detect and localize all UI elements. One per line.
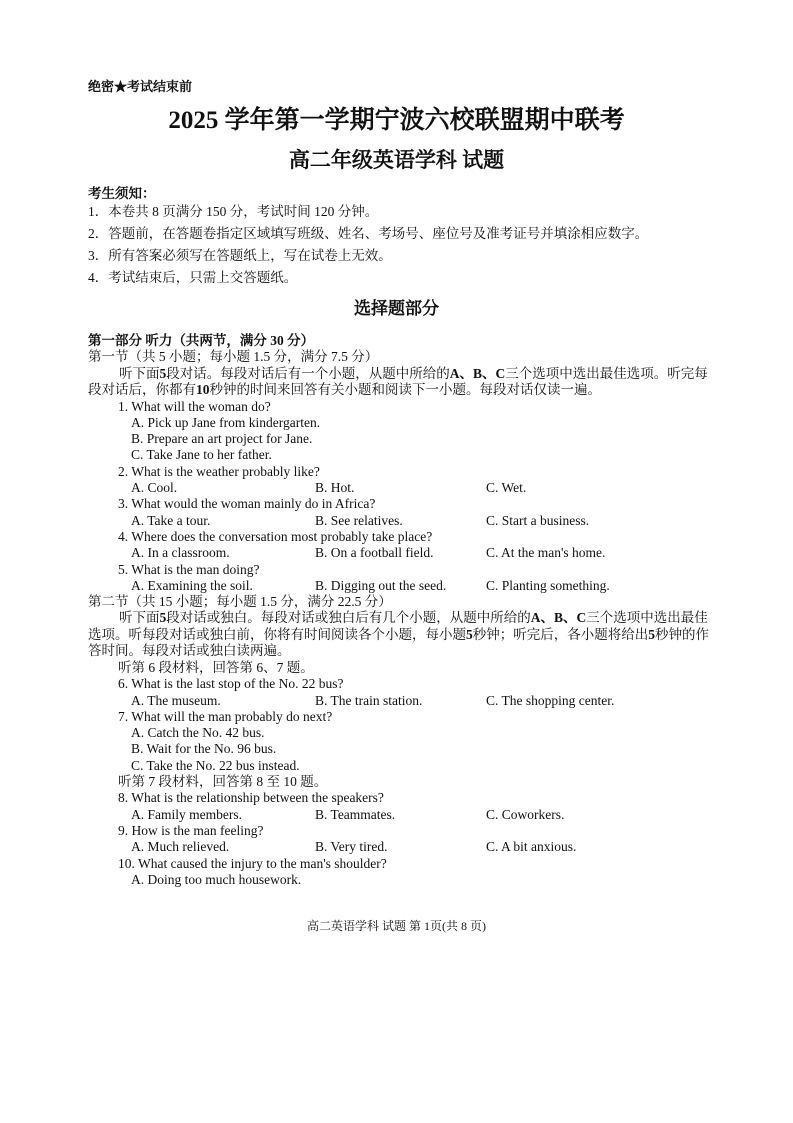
question-text: 8. What is the relationship between the speakers? bbox=[118, 790, 384, 806]
option: C. At the man's home. bbox=[486, 545, 606, 561]
page-footer: 高二英语学科 试题 第 1页(共 8 页) bbox=[307, 919, 486, 933]
question-text: 3. What would the woman mainly do in Africa? bbox=[118, 496, 376, 512]
question-text: 4. Where does the conversation most probably take place? bbox=[118, 528, 433, 544]
option: A. In a classroom. bbox=[131, 545, 230, 561]
question-text: 7. What will the man probably do next? bbox=[118, 708, 333, 724]
option: A. Cool. bbox=[131, 480, 178, 496]
option: C. A bit anxious. bbox=[486, 839, 577, 855]
material-note: 听第 6 段材料，回答第 6、7 题。 bbox=[118, 659, 314, 675]
sec1-instructions: 听下面5段对话。每段对话后有一个小题，从题中所给的A、B、C三个选项中选出最佳选项。听完每段对话后，你都有10秒钟的时间来回答有关小题和阅读下一小题。每段对话仅读一遍。 bbox=[88, 365, 708, 398]
option-row bbox=[88, 545, 718, 561]
exam-subtitle: 高二年级英语学科 试题 bbox=[288, 148, 505, 172]
notice-item: 3．所有答案必须写在答题纸上，写在试卷上无效。 bbox=[88, 248, 392, 263]
option: C. Take the No. 22 bus instead. bbox=[131, 757, 300, 773]
option: B. Teammates. bbox=[315, 806, 396, 822]
option: C. Take Jane to her father. bbox=[131, 447, 272, 463]
option: C. Start a business. bbox=[486, 512, 590, 528]
option: B. Prepare an art project for Jane. bbox=[131, 431, 313, 447]
option: B. On a football field. bbox=[315, 545, 434, 561]
option-row bbox=[88, 839, 718, 855]
material-note: 听第 7 段材料，回答第 8 至 10 题。 bbox=[118, 774, 328, 790]
option-row bbox=[88, 693, 718, 709]
notice-item: 1．本卷共 8 页满分 150 分，考试时间 120 分钟。 bbox=[88, 204, 379, 219]
option: A. Family members. bbox=[131, 806, 242, 822]
option: A. Pick up Jane from kindergarten. bbox=[131, 414, 321, 430]
question-text: 6. What is the last stop of the No. 22 bus? bbox=[118, 676, 344, 692]
notice-item: 2．答题前，在答题卷指定区域填写班级、姓名、考场号、座位号及准考证号并填涂相应数字。 bbox=[88, 226, 649, 241]
option: C. Coworkers. bbox=[486, 806, 565, 822]
option: A. Doing too much housework. bbox=[131, 871, 302, 887]
notice-item: 4．考试结束后，只需上交答题纸。 bbox=[88, 270, 298, 285]
sec2-instructions: 听下面5段对话或独白。每段对话或独白后有几个小题，从题中所给的A、B、C三个选项中选出最佳选项。听每段对话或独白前，你将有时间阅读各个小题，每小题5秒钟；听完后，各小题将给出5秒钟的作答时间。每段对话或独白读两遍。 bbox=[88, 610, 709, 659]
option: B. See relatives. bbox=[315, 512, 403, 528]
exam-title: 2025 学年第一学期宁波六校联盟期中联考 bbox=[168, 107, 625, 134]
option: C. The shopping center. bbox=[486, 692, 615, 708]
option: B. The train station. bbox=[315, 692, 423, 708]
option: B. Very tired. bbox=[315, 839, 388, 855]
option-row bbox=[88, 480, 718, 496]
option: A. Examining the soil. bbox=[131, 577, 253, 593]
listening-part bbox=[88, 333, 718, 888]
option-row bbox=[88, 578, 718, 594]
question-text: 10. What caused the injury to the man's shoulder? bbox=[118, 855, 387, 871]
option: C. Planting something. bbox=[486, 577, 610, 593]
option-row bbox=[88, 807, 718, 823]
part-heading: 第一部分 听力（共两节，满分 30 分） bbox=[88, 333, 315, 348]
option: A. Catch the No. 42 bus. bbox=[131, 725, 265, 741]
question-text: 5. What is the man doing? bbox=[118, 561, 260, 577]
question-text: 9. How is the man feeling? bbox=[118, 822, 264, 838]
option: A. The museum. bbox=[131, 692, 221, 708]
option: A. Much relieved. bbox=[131, 839, 230, 855]
option-row bbox=[88, 513, 718, 529]
option: B. Hot. bbox=[315, 480, 355, 496]
section-title: 选择题部分 bbox=[354, 299, 439, 318]
sec1-heading: 第一节（共 5 小题；每小题 1.5 分，满分 7.5 分） bbox=[88, 349, 379, 365]
question-text: 2. What is the weather probably like? bbox=[118, 463, 320, 479]
question-text: 1. What will the woman do? bbox=[118, 398, 271, 414]
option: C. Wet. bbox=[486, 480, 527, 496]
confidential-label: 绝密★考试结束前 bbox=[88, 79, 193, 94]
option: A. Take a tour. bbox=[131, 512, 211, 528]
notice-list bbox=[88, 201, 648, 289]
option: B. Digging out the seed. bbox=[315, 577, 447, 593]
notice-heading: 考生须知： bbox=[88, 186, 156, 201]
option: B. Wait for the No. 96 bus. bbox=[131, 741, 277, 757]
sec2-heading: 第二节（共 15 小题；每小题 1.5 分，满分 22.5 分） bbox=[88, 594, 392, 610]
